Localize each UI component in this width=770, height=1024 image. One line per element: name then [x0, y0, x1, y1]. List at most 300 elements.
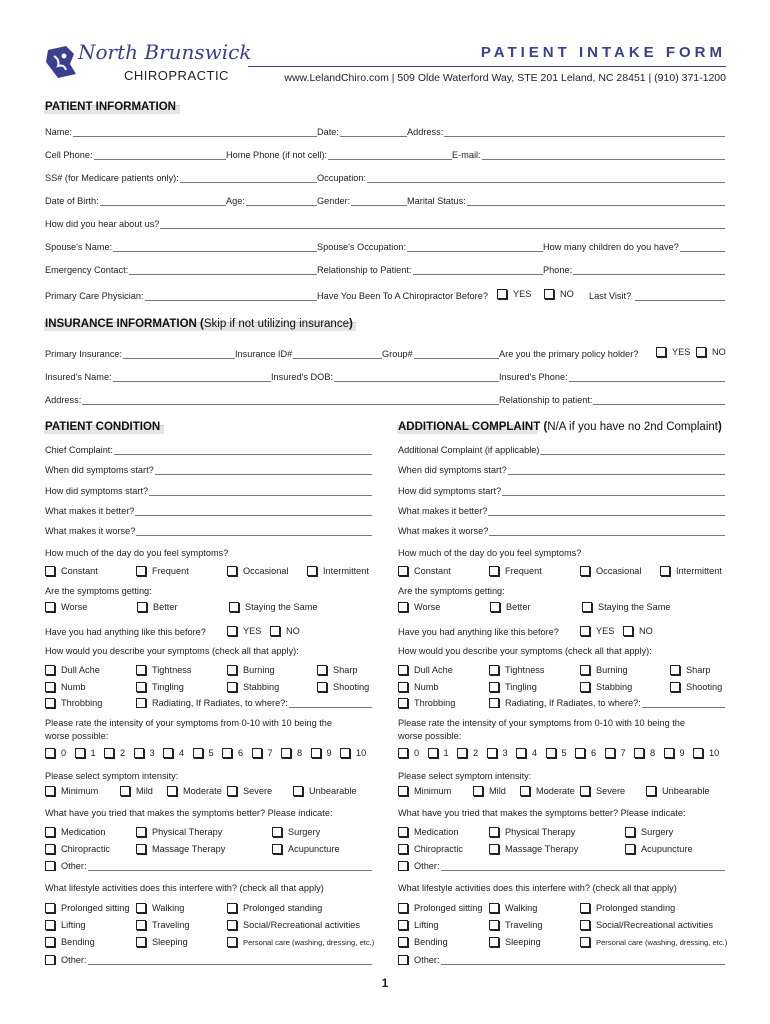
left-tried-label: What have you tried that makes the symptoms better? Please indicate:: [45, 808, 333, 818]
left-desc-tingling-checkbox[interactable]: [136, 682, 184, 692]
right-life-row3-2-checkbox-label: Personal care (washing, dressing, etc.): [596, 937, 728, 947]
email-field[interactable]: [452, 150, 725, 160]
right-trend-0-checkbox-label: Worse: [414, 602, 441, 612]
left-desc-numb-checkbox-label: Numb: [61, 682, 86, 692]
left-symptoms-how-field[interactable]: [45, 486, 372, 496]
right-scale-7-checkbox[interactable]: [605, 748, 626, 758]
right-desc-tightness-checkbox[interactable]: [489, 665, 545, 675]
right-scale-2-checkbox[interactable]: [457, 748, 478, 758]
left-scale-9-checkbox-label: 9: [326, 748, 332, 758]
right-life-row3-1-checkbox-label: Sleeping: [505, 937, 541, 947]
right-desc-shooting-checkbox-label: Shooting: [686, 682, 723, 692]
insured-name-field[interactable]: [45, 372, 271, 382]
right-had-before-no-checkbox-label: NO: [639, 626, 653, 636]
right-intensity-moderate-checkbox-label: Moderate: [536, 786, 575, 796]
right-tried-acupuncture-checkbox[interactable]: [625, 844, 693, 854]
logo-sub-text: CHIROPRACTIC: [124, 68, 229, 83]
left-how-much-label: How much of the day do you feel symptoms?: [45, 548, 229, 558]
left-intensity-mild-checkbox[interactable]: [120, 786, 153, 796]
right-freq-constant-checkbox[interactable]: [398, 566, 451, 576]
right-life-row1-0-checkbox[interactable]: [398, 903, 482, 913]
left-trend-2-checkbox-label: Staying the Same: [245, 602, 318, 612]
right-scale-6-checkbox[interactable]: [575, 748, 596, 758]
header-divider: [248, 66, 726, 67]
children-count-label: How many children do you have?: [543, 242, 679, 252]
right-scale-0-checkbox[interactable]: [398, 748, 419, 758]
section-additional-complaint: [398, 421, 722, 433]
left-freq-intermittent-checkbox[interactable]: [307, 566, 369, 576]
left-life-row1-2-checkbox-label: Prolonged standing: [243, 903, 323, 913]
spine-logo-icon: [44, 44, 80, 80]
chiro-before-no-checkbox[interactable]: [544, 289, 574, 299]
right-scale-2-checkbox-label: 2: [473, 748, 479, 758]
right-tried-medication-checkbox[interactable]: [398, 827, 458, 837]
left-life-row3-0-checkbox-label: Bending: [61, 937, 95, 947]
left-freq-intermittent-checkbox-label: Intermittent: [323, 566, 369, 576]
right-desc-numb-checkbox[interactable]: [398, 682, 439, 692]
left-tried-medication-checkbox[interactable]: [45, 827, 105, 837]
home-phone-field[interactable]: [226, 150, 452, 160]
right-intensity-mild-checkbox[interactable]: [473, 786, 506, 796]
primary-physician-label: Primary Care Physician:: [45, 291, 144, 301]
right-life-row2-2-checkbox[interactable]: [580, 920, 713, 930]
chiro-before-yes-checkbox[interactable]: [497, 289, 531, 299]
left-had-before-label: Have you had anything like this before?: [45, 627, 206, 637]
right-desc-shooting-checkbox[interactable]: [670, 682, 722, 692]
right-desc-tingling-checkbox-label: Tingling: [505, 682, 537, 692]
right-scale-6-checkbox-label: 6: [591, 748, 597, 758]
right-desc-radiating-field-label: Radiating, If Radiates, to where?:: [505, 698, 641, 708]
left-tried-surgery-checkbox-label: Surgery: [288, 827, 321, 837]
left-symptoms-start-field-label: When did symptoms start?: [45, 465, 154, 475]
right-freq-intermittent-checkbox[interactable]: [660, 566, 722, 576]
left-scale-0-checkbox-label: 0: [61, 748, 67, 758]
insured-dob-field[interactable]: [271, 372, 499, 382]
right-scale-0-checkbox-label: 0: [414, 748, 420, 758]
left-scale-7-checkbox[interactable]: [252, 748, 273, 758]
right-symptoms-how-field[interactable]: [398, 486, 725, 496]
left-desc-burning-checkbox[interactable]: [227, 665, 275, 675]
cell-phone-field[interactable]: [45, 150, 226, 160]
right-life-row2-2-checkbox-label: Social/Recreational activities: [596, 920, 713, 930]
left-life-row1-1-checkbox-label: Walking: [152, 903, 185, 913]
left-freq-constant-checkbox-label: Constant: [61, 566, 98, 576]
right-life-row3-0-checkbox[interactable]: [398, 937, 448, 947]
right-scale-3-checkbox-label: 3: [502, 748, 508, 758]
no-label: NO: [712, 347, 726, 357]
spouse-name-label: Spouse's Name:: [45, 242, 113, 252]
additional-heading: ADDITIONAL COMPLAINT (: [398, 421, 548, 433]
left-had-before-no-checkbox-label: NO: [286, 626, 300, 636]
right-desc-stabbing-checkbox[interactable]: [580, 682, 632, 692]
insured-phone-label: Insured's Phone:: [499, 372, 568, 382]
left-trend-2-checkbox[interactable]: [229, 602, 318, 612]
right-scale-10-checkbox[interactable]: [693, 748, 719, 758]
email-label: E-mail:: [452, 150, 481, 160]
right-describe-label: How would you describe your symptoms (check all that apply):: [398, 646, 652, 656]
left-scale-2-checkbox[interactable]: [104, 748, 125, 758]
left-desc-radiating-field-label: Radiating, If Radiates, to where?:: [152, 698, 288, 708]
spouse-occupation-field[interactable]: [317, 242, 543, 252]
right-desc-burning-checkbox[interactable]: [580, 665, 628, 675]
right-freq-intermittent-checkbox-label: Intermittent: [676, 566, 722, 576]
policy-holder-label: Are you the primary policy holder?: [499, 349, 639, 359]
relationship-field[interactable]: [317, 265, 543, 275]
left-desc-radiating-field[interactable]: [136, 698, 372, 708]
section-patient-condition: PATIENT CONDITION: [45, 421, 161, 433]
right-freq-occasional-checkbox[interactable]: [580, 566, 641, 576]
right-symptoms-start-field[interactable]: [398, 465, 725, 475]
clinic-logo: [44, 38, 252, 86]
insured-address-field[interactable]: [45, 395, 499, 405]
right-life-row3-0-checkbox-label: Bending: [414, 937, 448, 947]
right-lifestyle-other-field-label: Other:: [414, 955, 440, 965]
left-desc-shooting-checkbox[interactable]: [317, 682, 369, 692]
left-desc-stabbing-checkbox[interactable]: [227, 682, 279, 692]
insurance-id-label: Insurance ID#: [235, 349, 293, 359]
right-intensity-severe-checkbox-label: Severe: [596, 786, 626, 796]
right-chief-complaint-field[interactable]: [398, 445, 725, 455]
right-rate-label-2: worse possible:: [398, 731, 462, 741]
additional-note: N/A if you have no 2nd Complaint: [547, 421, 718, 433]
occupation-field[interactable]: [317, 173, 725, 183]
insured-dob-label: Insured's DOB:: [271, 372, 334, 382]
right-freq-frequent-checkbox[interactable]: [489, 566, 542, 576]
primary-physician-field[interactable]: [45, 291, 317, 301]
policy-holder-no-checkbox[interactable]: [696, 347, 726, 357]
right-had-before-no-checkbox[interactable]: [623, 626, 653, 636]
right-life-row3-2-checkbox[interactable]: [580, 937, 727, 947]
right-intensity-mild-checkbox-label: Mild: [489, 786, 506, 796]
insured-address-label: Address:: [45, 395, 82, 405]
left-lifestyle-label: What lifestyle activities does this interfere with? (check all that apply): [45, 883, 324, 893]
right-desc-sharp-checkbox-label: Sharp: [686, 665, 711, 675]
left-life-row2-2-checkbox-label: Social/Recreational activities: [243, 920, 360, 930]
left-life-row1-2-checkbox[interactable]: [227, 903, 322, 913]
age-field[interactable]: [226, 196, 317, 206]
referral-label: How did you hear about us?: [45, 219, 160, 229]
left-tried-physical-therapy-checkbox-label: Physical Therapy: [152, 827, 223, 837]
right-scale-10-checkbox-label: 10: [709, 748, 720, 758]
left-tried-surgery-checkbox[interactable]: [272, 827, 320, 837]
right-life-row2-1-checkbox-label: Traveling: [505, 920, 543, 930]
insurance-heading-close: ): [348, 318, 353, 330]
insurance-id-field[interactable]: [235, 349, 382, 359]
right-desc-sharp-checkbox[interactable]: [670, 665, 711, 675]
right-desc-dull-ache-checkbox[interactable]: [398, 665, 453, 675]
right-lifestyle-other-field[interactable]: [398, 955, 725, 965]
right-desc-tingling-checkbox[interactable]: [489, 682, 537, 692]
left-intensity-minimum-checkbox[interactable]: [45, 786, 98, 796]
right-tried-other-field-label: Other:: [414, 861, 440, 871]
section-insurance-information: [45, 318, 353, 330]
left-intensity-moderate-checkbox-label: Moderate: [183, 786, 222, 796]
right-trend-1-checkbox-label: Better: [506, 602, 531, 612]
right-intensity-minimum-checkbox-label: Minimum: [414, 786, 452, 796]
last-visit-field[interactable]: [589, 291, 725, 301]
left-life-row3-1-checkbox[interactable]: [136, 937, 188, 947]
marital-status-field[interactable]: [407, 196, 725, 206]
left-describe-label: How would you describe your symptoms (check all that apply):: [45, 646, 299, 656]
gender-label: Gender:: [317, 196, 351, 206]
right-scale-5-checkbox-label: 5: [561, 748, 567, 758]
right-symptoms-start-field-label: When did symptoms start?: [398, 465, 507, 475]
group-field[interactable]: [382, 349, 499, 359]
left-life-row2-2-checkbox[interactable]: [227, 920, 360, 930]
right-tried-surgery-checkbox[interactable]: [625, 827, 673, 837]
left-tried-chiropractic-checkbox-label: Chiropractic: [61, 844, 111, 854]
right-scale-4-checkbox[interactable]: [516, 748, 537, 758]
left-life-row3-0-checkbox[interactable]: [45, 937, 95, 947]
left-had-before-no-checkbox[interactable]: [270, 626, 300, 636]
right-intensity-unbearable-checkbox-label: Unbearable: [662, 786, 710, 796]
left-desc-throbbing-checkbox[interactable]: [45, 698, 102, 708]
insured-relationship-label: Relationship to patient:: [499, 395, 593, 405]
name-label: Name:: [45, 127, 73, 137]
left-life-row1-0-checkbox-label: Prolonged sitting: [61, 903, 130, 913]
right-how-much-label: How much of the day do you feel symptoms?: [398, 548, 582, 558]
left-scale-8-checkbox[interactable]: [281, 748, 302, 758]
ss-field[interactable]: [45, 173, 317, 183]
left-scale-7-checkbox-label: 7: [267, 748, 273, 758]
spouse-name-field[interactable]: [45, 242, 317, 252]
left-getting-label: Are the symptoms getting:: [45, 586, 152, 596]
marital-status-label: Marital Status:: [407, 196, 466, 206]
right-desc-burning-checkbox-label: Burning: [596, 665, 628, 675]
left-intensity-severe-checkbox-label: Severe: [243, 786, 273, 796]
left-tried-acupuncture-checkbox-label: Acupuncture: [288, 844, 340, 854]
left-life-row2-0-checkbox[interactable]: [45, 920, 86, 930]
left-had-before-yes-checkbox[interactable]: [227, 626, 261, 636]
right-had-before-label: Have you had anything like this before?: [398, 627, 559, 637]
right-tried-physical-therapy-checkbox[interactable]: [489, 827, 575, 837]
right-life-row1-2-checkbox[interactable]: [580, 903, 675, 913]
left-trend-0-checkbox-label: Worse: [61, 602, 88, 612]
name-field[interactable]: [45, 127, 317, 137]
emergency-phone-field[interactable]: [543, 265, 725, 275]
left-intensity-severe-checkbox[interactable]: [227, 786, 272, 796]
right-tried-massage-therapy-checkbox[interactable]: [489, 844, 578, 854]
right-scale-5-checkbox[interactable]: [546, 748, 567, 758]
last-visit-label: Last Visit?: [589, 291, 632, 301]
emergency-phone-label: Phone:: [543, 265, 573, 275]
policy-holder-yes-checkbox[interactable]: [656, 347, 690, 357]
right-chief-complaint-field-label: Additional Complaint (if applicable): [398, 445, 540, 455]
left-intensity-moderate-checkbox[interactable]: [167, 786, 222, 796]
page-number: 1: [381, 976, 389, 990]
left-tried-other-field-label: Other:: [61, 861, 87, 871]
right-worse-field[interactable]: [398, 526, 725, 536]
section-patient-information: PATIENT INFORMATION: [45, 101, 176, 113]
left-scale-10-checkbox[interactable]: [340, 748, 366, 758]
insured-phone-field[interactable]: [499, 372, 725, 382]
group-label: Group#: [382, 349, 413, 359]
insurance-note: Skip if not utilizing insurance: [203, 318, 349, 330]
left-scale-6-checkbox-label: 6: [238, 748, 244, 758]
left-trend-0-checkbox[interactable]: [45, 602, 87, 612]
right-had-before-yes-checkbox-label: YES: [596, 626, 615, 636]
left-intensity-minimum-checkbox-label: Minimum: [61, 786, 99, 796]
right-better-field[interactable]: [398, 506, 725, 516]
left-rate-label-1: Please rate the intensity of your symptoms from 0-10 with 10 being the: [45, 718, 332, 728]
right-trend-2-checkbox[interactable]: [582, 602, 671, 612]
children-count-field[interactable]: [543, 242, 725, 252]
ss-label: SS# (for Medicare patients only):: [45, 173, 179, 183]
right-life-row1-1-checkbox[interactable]: [489, 903, 537, 913]
left-lifestyle-other-field[interactable]: [45, 955, 372, 965]
left-worse-field-label: What makes it worse?: [45, 526, 136, 536]
yes-label: YES: [672, 347, 691, 357]
left-life-row1-0-checkbox[interactable]: [45, 903, 129, 913]
right-trend-0-checkbox[interactable]: [398, 602, 440, 612]
right-desc-tightness-checkbox-label: Tightness: [505, 665, 545, 675]
right-life-row1-1-checkbox-label: Walking: [505, 903, 538, 913]
left-tried-massage-therapy-checkbox[interactable]: [136, 844, 225, 854]
left-trend-1-checkbox[interactable]: [137, 602, 178, 612]
left-tried-medication-checkbox-label: Medication: [61, 827, 106, 837]
right-scale-8-checkbox[interactable]: [634, 748, 655, 758]
no-label: NO: [560, 289, 574, 299]
left-better-field[interactable]: [45, 506, 372, 516]
left-life-row2-1-checkbox-label: Traveling: [152, 920, 190, 930]
left-life-row3-1-checkbox-label: Sleeping: [152, 937, 188, 947]
left-life-row3-2-checkbox-label: Personal care (washing, dressing, etc.): [243, 937, 375, 947]
left-scale-6-checkbox[interactable]: [222, 748, 243, 758]
left-chief-complaint-field-label: Chief Complaint:: [45, 445, 113, 455]
insured-relationship-field[interactable]: [499, 395, 725, 405]
left-tried-other-field[interactable]: [45, 861, 372, 871]
left-desc-tightness-checkbox[interactable]: [136, 665, 192, 675]
left-life-row2-1-checkbox[interactable]: [136, 920, 189, 930]
address-field[interactable]: [407, 127, 725, 137]
right-desc-radiating-field[interactable]: [489, 698, 725, 708]
left-intensity-unbearable-checkbox[interactable]: [293, 786, 357, 796]
gender-field[interactable]: [317, 196, 407, 206]
dob-label: Date of Birth:: [45, 196, 99, 206]
right-intensity-minimum-checkbox[interactable]: [398, 786, 451, 796]
right-tried-other-field[interactable]: [398, 861, 725, 871]
left-scale-10-checkbox-label: 10: [356, 748, 367, 758]
left-desc-shooting-checkbox-label: Shooting: [333, 682, 370, 692]
right-intensity-moderate-checkbox[interactable]: [520, 786, 575, 796]
right-scale-1-checkbox-label: 1: [443, 748, 449, 758]
right-rate-label-1: Please rate the intensity of your symptoms from 0-10 with 10 being the: [398, 718, 685, 728]
right-symptoms-how-field-label: How did symptoms start?: [398, 486, 502, 496]
dob-field[interactable]: [45, 196, 226, 206]
right-desc-dull-ache-checkbox-label: Dull Ache: [414, 665, 453, 675]
left-freq-frequent-checkbox[interactable]: [136, 566, 189, 576]
right-intensity-severe-checkbox[interactable]: [580, 786, 625, 796]
relationship-label: Relationship to Patient:: [317, 265, 412, 275]
left-scale-0-checkbox[interactable]: [45, 748, 66, 758]
right-trend-1-checkbox[interactable]: [490, 602, 531, 612]
left-tried-acupuncture-checkbox[interactable]: [272, 844, 340, 854]
left-scale-2-checkbox-label: 2: [120, 748, 126, 758]
left-chief-complaint-field[interactable]: [45, 445, 372, 455]
right-intensity-label: Please select symptom intensity:: [398, 771, 532, 781]
left-life-row1-1-checkbox[interactable]: [136, 903, 184, 913]
left-symptoms-start-field[interactable]: [45, 465, 372, 475]
right-life-row1-0-checkbox-label: Prolonged sitting: [414, 903, 483, 913]
right-getting-label: Are the symptoms getting:: [398, 586, 505, 596]
insurance-heading: INSURANCE INFORMATION (: [45, 318, 204, 330]
right-intensity-unbearable-checkbox[interactable]: [646, 786, 710, 796]
right-freq-constant-checkbox-label: Constant: [414, 566, 451, 576]
left-scale-9-checkbox[interactable]: [311, 748, 332, 758]
left-rate-label-2: worse possible:: [45, 731, 109, 741]
left-scale-5-checkbox[interactable]: [193, 748, 214, 758]
logo-brand-text: North Brunswick: [78, 40, 252, 64]
left-scale-1-checkbox[interactable]: [75, 748, 96, 758]
right-scale-9-checkbox[interactable]: [664, 748, 685, 758]
referral-field[interactable]: [45, 219, 725, 229]
left-scale-1-checkbox-label: 1: [90, 748, 96, 758]
left-desc-numb-checkbox[interactable]: [45, 682, 86, 692]
left-freq-constant-checkbox[interactable]: [45, 566, 98, 576]
left-symptoms-how-field-label: How did symptoms start?: [45, 486, 149, 496]
right-scale-8-checkbox-label: 8: [650, 748, 656, 758]
left-scale-3-checkbox[interactable]: [134, 748, 155, 758]
right-had-before-yes-checkbox[interactable]: [580, 626, 614, 636]
right-desc-stabbing-checkbox-label: Stabbing: [596, 682, 633, 692]
left-desc-tightness-checkbox-label: Tightness: [152, 665, 192, 675]
left-tried-chiropractic-checkbox[interactable]: [45, 844, 110, 854]
right-scale-7-checkbox-label: 7: [620, 748, 626, 758]
primary-insurance-field[interactable]: [45, 349, 235, 359]
right-life-row2-0-checkbox-label: Lifting: [414, 920, 439, 930]
left-desc-tingling-checkbox-label: Tingling: [152, 682, 184, 692]
clinic-contact: www.LelandChiro.com | 509 Olde Waterford Way, STE 201 Leland, NC 28451 | (910) 371-1200: [284, 72, 726, 84]
left-trend-1-checkbox-label: Better: [153, 602, 178, 612]
left-scale-5-checkbox-label: 5: [208, 748, 214, 758]
right-scale-3-checkbox[interactable]: [487, 748, 508, 758]
left-life-row3-2-checkbox[interactable]: [227, 937, 374, 947]
right-life-row2-0-checkbox[interactable]: [398, 920, 439, 930]
left-freq-occasional-checkbox[interactable]: [227, 566, 288, 576]
left-scale-4-checkbox-label: 4: [179, 748, 185, 758]
left-desc-burning-checkbox-label: Burning: [243, 665, 275, 675]
left-desc-sharp-checkbox[interactable]: [317, 665, 358, 675]
left-tried-physical-therapy-checkbox[interactable]: [136, 827, 222, 837]
left-had-before-yes-checkbox-label: YES: [243, 626, 262, 636]
additional-heading-close: ): [717, 421, 722, 433]
insured-name-label: Insured's Name:: [45, 372, 112, 382]
home-phone-label: Home Phone (if not cell):: [226, 150, 328, 160]
date-field[interactable]: [317, 127, 407, 137]
left-worse-field[interactable]: [45, 526, 372, 536]
emergency-contact-field[interactable]: [45, 265, 317, 275]
left-desc-dull-ache-checkbox-label: Dull Ache: [61, 665, 100, 675]
left-freq-occasional-checkbox-label: Occasional: [243, 566, 289, 576]
right-tried-chiropractic-checkbox-label: Chiropractic: [414, 844, 464, 854]
right-life-row2-1-checkbox[interactable]: [489, 920, 542, 930]
right-scale-9-checkbox-label: 9: [679, 748, 685, 758]
right-scale-1-checkbox[interactable]: [428, 748, 449, 758]
right-desc-throbbing-checkbox[interactable]: [398, 698, 455, 708]
right-desc-numb-checkbox-label: Numb: [414, 682, 439, 692]
right-worse-field-label: What makes it worse?: [398, 526, 489, 536]
right-lifestyle-label: What lifestyle activities does this interfere with? (check all that apply): [398, 883, 677, 893]
right-tried-chiropractic-checkbox[interactable]: [398, 844, 463, 854]
right-life-row3-1-checkbox[interactable]: [489, 937, 541, 947]
left-intensity-unbearable-checkbox-label: Unbearable: [309, 786, 357, 796]
left-desc-dull-ache-checkbox[interactable]: [45, 665, 100, 675]
address-label: Address:: [407, 127, 444, 137]
age-label: Age:: [226, 196, 245, 206]
form-title: PATIENT INTAKE FORM: [480, 44, 726, 61]
left-scale-4-checkbox[interactable]: [163, 748, 184, 758]
left-freq-frequent-checkbox-label: Frequent: [152, 566, 189, 576]
